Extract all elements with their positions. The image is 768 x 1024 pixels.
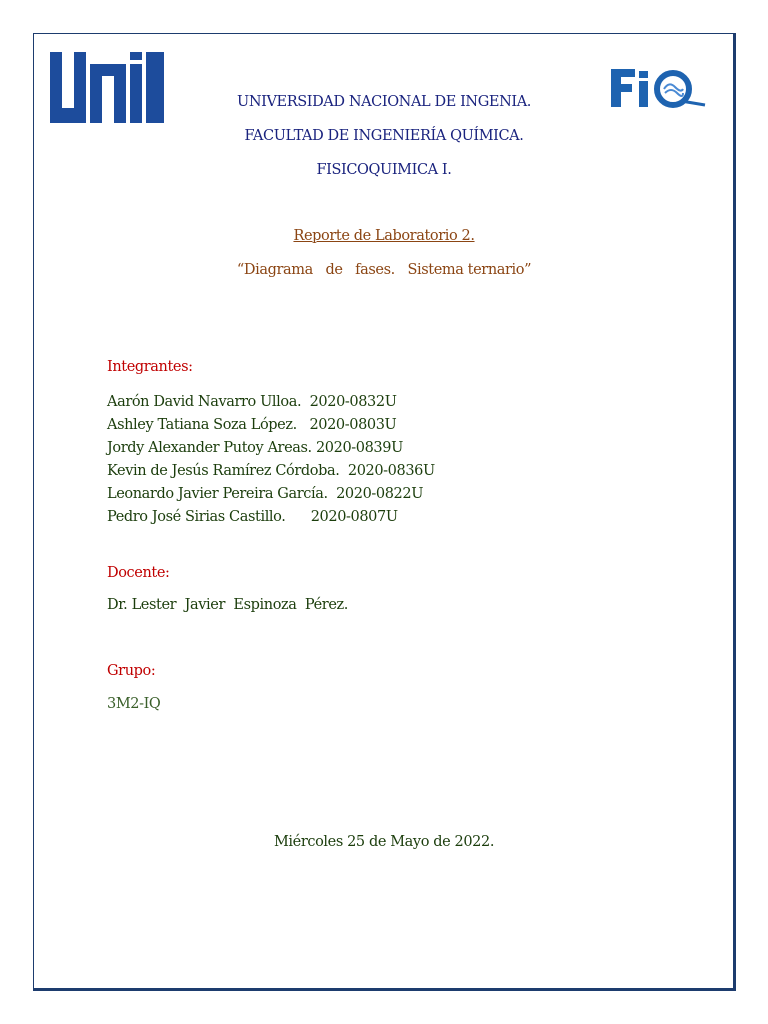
- member-name: Ashley Tatiana Soza López.: [107, 417, 297, 433]
- members-label: Integrantes:: [107, 359, 193, 375]
- member-row-6: [107, 508, 398, 527]
- member-id: 2020-0839U: [315, 440, 403, 456]
- faculty-name: FACULTAD DE INGENIERÍA QUÍMICA.: [244, 128, 524, 144]
- report-title-wrapper: [0, 228, 768, 244]
- member-name: Leonardo Javier Pereira García.: [107, 486, 328, 502]
- university-logo: [50, 52, 164, 123]
- member-id: 2020-0803U: [309, 417, 397, 433]
- report-subtitle: “Diagrama de fases. Sistema ternario”: [236, 262, 532, 278]
- teacher-label: Docente:: [107, 565, 170, 581]
- member-row-1: [107, 393, 397, 412]
- member-row-5: [107, 485, 423, 504]
- member-row-2: [107, 416, 396, 435]
- teacher-name: Dr. Lester Javier Espinoza Pérez.: [107, 597, 348, 613]
- course-name: FISICOQUIMICA I.: [316, 162, 452, 178]
- member-id: 2020-0836U: [347, 463, 435, 479]
- member-name: Pedro José Sirias Castillo.: [107, 509, 286, 525]
- university-name: UNIVERSIDAD NACIONAL DE INGENIA.: [237, 94, 531, 110]
- member-id: 2020-0832U: [309, 394, 397, 410]
- member-id: 2020-0807U: [310, 509, 398, 525]
- member-name: Jordy Alexander Putoy Areas.: [107, 440, 312, 456]
- group-label: Grupo:: [107, 663, 156, 679]
- report-date: Miércoles 25 de Mayo de 2022.: [273, 834, 495, 850]
- member-name: Kevin de Jesús Ramírez Córdoba.: [107, 463, 340, 479]
- report-title: Reporte de Laboratorio 2.: [293, 228, 475, 244]
- member-id: 2020-0822U: [336, 486, 424, 502]
- member-row-3: [107, 439, 403, 458]
- member-name: Aarón David Navarro Ulloa.: [107, 394, 302, 410]
- group-value: 3M2-IQ: [107, 696, 161, 712]
- member-row-4: [107, 462, 435, 481]
